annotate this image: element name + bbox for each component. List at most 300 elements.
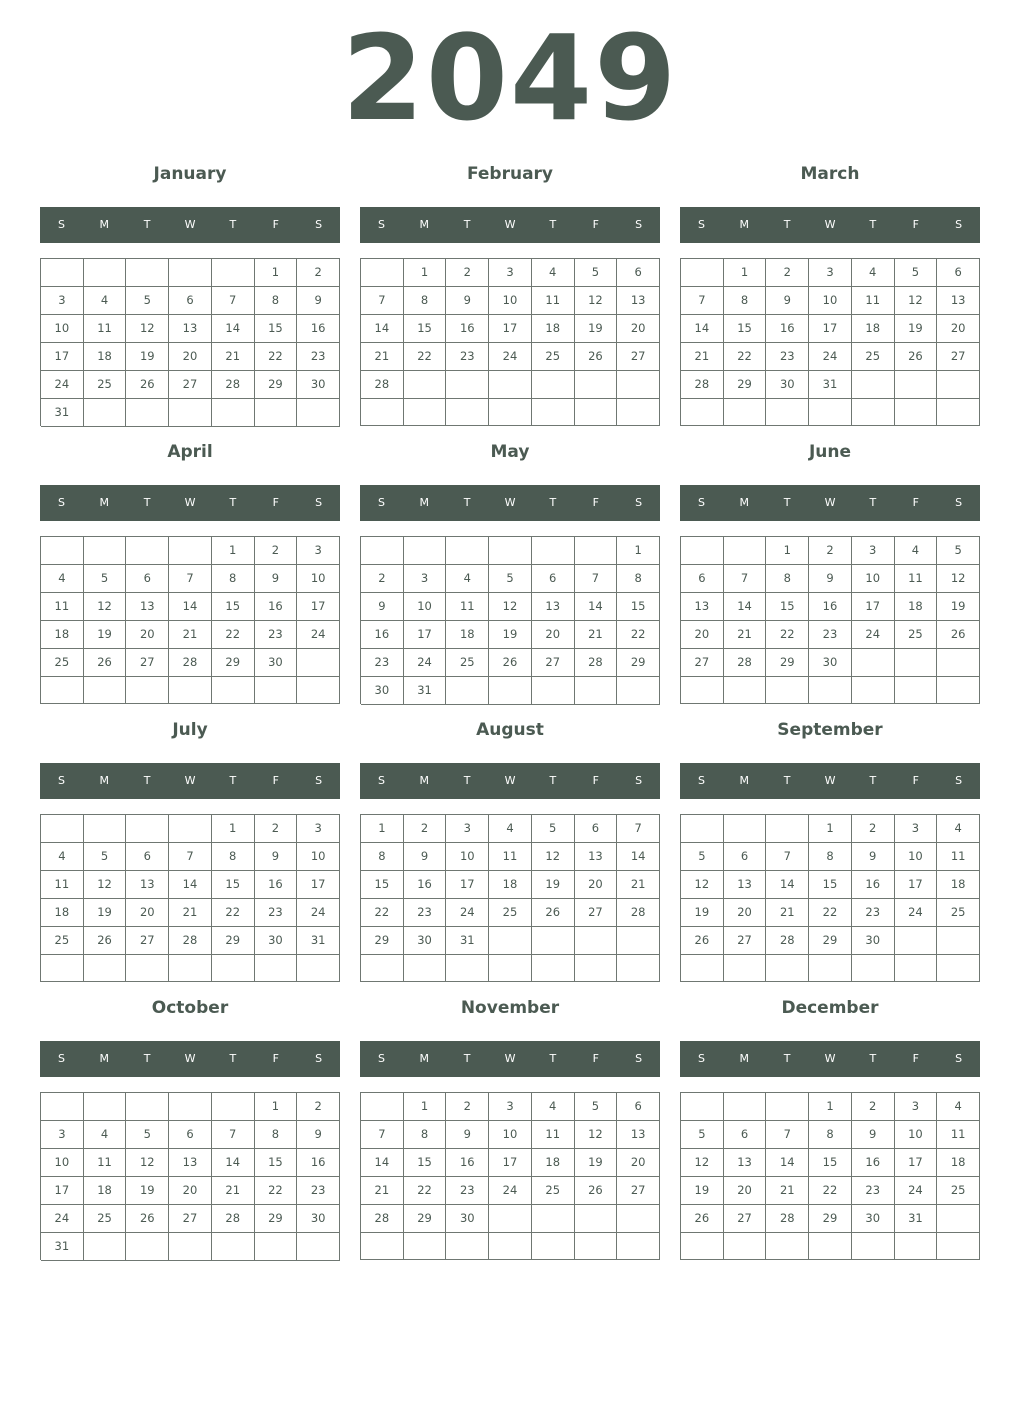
day-cell: 2 [255,815,298,843]
day-cell: 25 [41,649,84,677]
day-cell [84,1093,127,1121]
day-cell: 25 [532,343,575,371]
weekday-label: S [635,496,643,509]
day-cell [937,1205,980,1233]
day-cell [617,955,660,982]
day-cell: 1 [212,537,255,565]
day-cell: 13 [126,593,169,621]
day-cell: 10 [852,565,895,593]
day-cell: 28 [766,927,809,955]
day-cell: 25 [41,927,84,955]
day-cell: 10 [404,593,447,621]
day-cell [404,1233,447,1260]
day-cell: 17 [41,343,84,371]
day-cell [361,537,404,565]
day-cell [446,955,489,982]
day-cell: 8 [404,287,447,315]
day-cell: 18 [937,871,980,899]
month-name: March [800,164,860,184]
day-cell [895,927,938,955]
day-cell: 9 [255,843,298,871]
day-cell: 7 [724,565,767,593]
weekday-label: M [99,218,110,231]
day-cell: 4 [489,815,532,843]
day-cell: 5 [895,259,938,287]
day-cell: 1 [766,537,809,565]
day-grid [40,1092,340,1260]
day-cell: 31 [41,399,84,427]
day-cell: 20 [681,621,724,649]
day-cell: 10 [297,843,340,871]
day-cell: 12 [84,593,127,621]
day-cell: 28 [361,1205,404,1233]
weekday-header [40,485,340,521]
day-cell: 5 [489,565,532,593]
day-cell: 2 [446,259,489,287]
day-cell [809,955,852,982]
day-cell: 30 [446,1205,489,1233]
day-cell [852,677,895,704]
day-cell: 3 [852,537,895,565]
day-cell: 26 [575,343,618,371]
day-cell: 4 [446,565,489,593]
day-cell [404,537,447,565]
day-cell [297,649,340,677]
day-cell: 17 [404,621,447,649]
weekday-label: S [697,1052,705,1065]
month-name: May [490,442,530,462]
day-cell: 11 [532,1121,575,1149]
day-cell: 9 [297,287,340,315]
day-cell [41,537,84,565]
day-cell: 5 [126,1121,169,1149]
day-cell: 10 [895,1121,938,1149]
day-cell: 30 [297,1205,340,1233]
day-cell: 28 [169,927,212,955]
day-cell [617,1233,660,1260]
day-cell: 3 [895,1093,938,1121]
day-cell [212,1233,255,1261]
day-cell: 26 [575,1177,618,1205]
day-cell: 27 [724,1205,767,1233]
day-cell [724,955,767,982]
day-cell [489,927,532,955]
day-cell: 23 [766,343,809,371]
day-cell [255,955,298,982]
day-cell: 4 [895,537,938,565]
day-cell [681,399,724,426]
day-cell: 2 [297,1093,340,1121]
day-cell: 6 [937,259,980,287]
day-cell [361,1093,404,1121]
day-cell: 28 [681,371,724,399]
day-cell: 2 [852,1093,895,1121]
day-cell: 27 [724,927,767,955]
day-cell [809,399,852,426]
day-cell: 21 [169,621,212,649]
day-cell: 10 [446,843,489,871]
day-cell [489,399,532,426]
day-cell: 7 [212,1121,255,1149]
weekday-label: T [229,774,237,787]
day-cell [169,399,212,427]
weekday-label: T [463,1052,471,1065]
day-cell [895,649,938,677]
day-cell: 19 [489,621,532,649]
day-cell: 3 [489,259,532,287]
day-cell: 30 [766,371,809,399]
day-cell: 25 [84,371,127,399]
day-cell: 8 [361,843,404,871]
day-cell: 17 [895,1149,938,1177]
day-cell: 13 [532,593,575,621]
day-cell [126,955,169,982]
day-cell [575,399,618,426]
day-cell: 22 [255,343,298,371]
day-cell: 11 [895,565,938,593]
day-cell: 25 [446,649,489,677]
day-cell [681,1093,724,1121]
day-cell: 28 [617,899,660,927]
day-cell: 1 [809,815,852,843]
day-cell: 13 [617,287,660,315]
day-cell: 7 [169,565,212,593]
weekday-label: T [143,774,151,787]
day-cell: 18 [489,871,532,899]
day-cell: 15 [255,1149,298,1177]
day-cell: 10 [809,287,852,315]
weekday-label: S [955,218,963,231]
day-cell [766,1233,809,1260]
day-cell: 11 [937,843,980,871]
day-cell: 7 [361,287,404,315]
day-cell [126,537,169,565]
day-cell: 18 [41,621,84,649]
weekday-label: S [315,1052,323,1065]
day-cell: 15 [404,1149,447,1177]
day-cell: 5 [84,843,127,871]
month-name: December [781,998,879,1018]
weekday-label: T [463,218,471,231]
weekday-label: T [869,1052,877,1065]
day-cell: 15 [361,871,404,899]
weekday-label: M [739,774,750,787]
day-cell: 13 [724,871,767,899]
day-cell: 24 [41,371,84,399]
day-cell: 16 [255,593,298,621]
weekday-label: W [504,218,516,231]
day-cell: 8 [809,1121,852,1149]
day-cell: 23 [446,343,489,371]
day-cell [809,1233,852,1260]
day-cell: 4 [937,1093,980,1121]
month-name: July [172,720,208,740]
day-cell: 21 [766,899,809,927]
day-grid [360,1092,660,1260]
day-cell: 25 [532,1177,575,1205]
day-cell: 3 [895,815,938,843]
day-cell: 2 [297,259,340,287]
day-cell [297,955,340,982]
day-cell [41,815,84,843]
day-cell: 6 [617,259,660,287]
day-cell: 22 [617,621,660,649]
day-cell: 6 [724,1121,767,1149]
day-cell [724,1233,767,1260]
weekday-header [680,1041,980,1077]
day-cell: 20 [532,621,575,649]
day-cell [681,955,724,982]
day-cell [84,677,127,704]
day-cell [489,537,532,565]
day-cell: 5 [575,1093,618,1121]
day-cell: 28 [766,1205,809,1233]
weekday-label: S [315,218,323,231]
day-cell: 26 [681,927,724,955]
day-cell [895,677,938,704]
day-cell: 19 [681,899,724,927]
day-cell: 16 [766,315,809,343]
day-cell: 30 [404,927,447,955]
weekday-label: S [377,496,385,509]
day-cell: 27 [617,1177,660,1205]
day-cell: 27 [617,343,660,371]
day-cell: 30 [255,927,298,955]
day-cell [532,1233,575,1260]
day-cell: 10 [489,1121,532,1149]
day-cell: 27 [575,899,618,927]
day-cell [724,1093,767,1121]
weekday-label: S [635,774,643,787]
day-cell [169,815,212,843]
weekday-label: F [912,218,919,231]
month-name: June [808,442,852,462]
weekday-label: S [955,1052,963,1065]
day-cell [446,677,489,705]
day-cell: 11 [446,593,489,621]
day-cell: 30 [852,1205,895,1233]
day-cell: 21 [361,343,404,371]
month-name: April [167,442,213,462]
day-cell [532,371,575,399]
weekday-header [360,207,660,243]
day-cell: 11 [852,287,895,315]
weekday-label: S [697,774,705,787]
day-cell: 4 [532,259,575,287]
day-cell [212,677,255,704]
day-cell: 13 [724,1149,767,1177]
day-cell: 19 [575,315,618,343]
day-cell [126,1233,169,1261]
weekday-label: F [912,496,919,509]
day-cell [937,677,980,704]
weekday-label: T [549,1052,557,1065]
day-cell: 13 [169,1149,212,1177]
weekday-label: T [869,496,877,509]
day-cell: 21 [766,1177,809,1205]
day-cell: 13 [169,315,212,343]
day-cell: 7 [617,815,660,843]
day-cell [575,955,618,982]
day-cell: 2 [809,537,852,565]
day-cell: 19 [532,871,575,899]
month-name: October [151,998,229,1018]
day-cell: 25 [852,343,895,371]
month-name: November [460,998,560,1018]
weekday-label: M [739,218,750,231]
day-cell: 28 [724,649,767,677]
day-cell [169,1093,212,1121]
weekday-label: F [272,218,279,231]
day-cell: 9 [404,843,447,871]
day-cell [446,1233,489,1260]
day-cell: 6 [169,1121,212,1149]
day-cell [937,371,980,399]
day-cell: 29 [766,649,809,677]
day-cell [84,537,127,565]
day-grid [40,814,340,982]
day-cell: 14 [617,843,660,871]
day-cell: 22 [361,899,404,927]
day-cell: 19 [126,343,169,371]
day-cell: 28 [361,371,404,399]
day-cell: 31 [41,1233,84,1261]
weekday-label: T [143,1052,151,1065]
weekday-label: F [592,1052,599,1065]
day-cell: 16 [297,1149,340,1177]
day-cell [937,927,980,955]
weekday-label: F [592,774,599,787]
day-cell [41,677,84,704]
day-cell [532,677,575,705]
weekday-label: W [504,496,516,509]
day-cell: 5 [532,815,575,843]
day-cell [852,399,895,426]
day-cell: 21 [212,343,255,371]
day-cell: 22 [724,343,767,371]
day-cell: 2 [766,259,809,287]
day-cell: 12 [84,871,127,899]
day-cell: 29 [617,649,660,677]
day-cell [446,537,489,565]
day-cell [126,399,169,427]
day-cell [169,1233,212,1261]
day-cell: 1 [724,259,767,287]
day-cell: 12 [575,287,618,315]
day-cell: 16 [852,1149,895,1177]
day-cell: 19 [84,621,127,649]
day-cell: 31 [297,927,340,955]
day-cell: 28 [169,649,212,677]
day-cell [489,677,532,705]
day-cell: 15 [255,315,298,343]
day-cell: 9 [852,843,895,871]
day-cell: 28 [212,1205,255,1233]
day-cell: 24 [489,1177,532,1205]
weekday-label: F [592,496,599,509]
day-cell: 9 [446,1121,489,1149]
day-cell: 8 [724,287,767,315]
weekday-label: F [272,774,279,787]
day-cell: 20 [126,621,169,649]
weekday-label: S [57,218,65,231]
weekday-label: M [739,496,750,509]
day-cell: 7 [766,1121,809,1149]
day-cell: 4 [852,259,895,287]
weekday-label: T [549,496,557,509]
day-cell: 24 [297,899,340,927]
day-grid [40,258,340,426]
day-cell: 28 [212,371,255,399]
day-cell: 26 [937,621,980,649]
day-cell: 18 [84,1177,127,1205]
weekday-header [680,485,980,521]
day-cell: 15 [212,871,255,899]
day-cell: 25 [84,1205,127,1233]
day-cell: 26 [681,1205,724,1233]
day-cell: 20 [937,315,980,343]
day-cell: 1 [404,259,447,287]
day-cell: 15 [724,315,767,343]
day-cell: 5 [681,1121,724,1149]
day-cell [617,677,660,705]
day-cell: 25 [489,899,532,927]
weekday-label: M [739,1052,750,1065]
day-cell: 4 [532,1093,575,1121]
day-cell [41,259,84,287]
day-cell: 1 [809,1093,852,1121]
day-cell: 23 [361,649,404,677]
day-cell: 13 [617,1121,660,1149]
day-cell: 10 [489,287,532,315]
day-cell: 18 [532,315,575,343]
day-cell [766,815,809,843]
day-cell [852,371,895,399]
day-cell: 14 [681,315,724,343]
day-cell: 6 [126,565,169,593]
weekday-label: S [57,1052,65,1065]
day-cell: 21 [212,1177,255,1205]
day-cell [297,1233,340,1261]
day-cell: 31 [404,677,447,705]
day-cell [84,955,127,982]
day-cell: 29 [212,649,255,677]
day-cell [169,955,212,982]
day-cell: 8 [617,565,660,593]
day-cell: 14 [212,315,255,343]
day-cell: 26 [532,899,575,927]
day-cell [617,371,660,399]
day-cell: 21 [361,1177,404,1205]
day-cell [575,677,618,705]
weekday-label: S [697,496,705,509]
day-cell: 1 [617,537,660,565]
day-cell: 14 [575,593,618,621]
weekday-label: T [143,218,151,231]
day-cell: 17 [489,315,532,343]
day-cell: 1 [255,259,298,287]
weekday-header [40,763,340,799]
day-cell: 6 [169,287,212,315]
weekday-label: T [549,218,557,231]
day-cell: 9 [361,593,404,621]
day-cell: 5 [84,565,127,593]
day-cell: 4 [937,815,980,843]
day-cell: 4 [41,565,84,593]
day-cell [895,955,938,982]
day-cell: 17 [809,315,852,343]
weekday-label: S [377,774,385,787]
